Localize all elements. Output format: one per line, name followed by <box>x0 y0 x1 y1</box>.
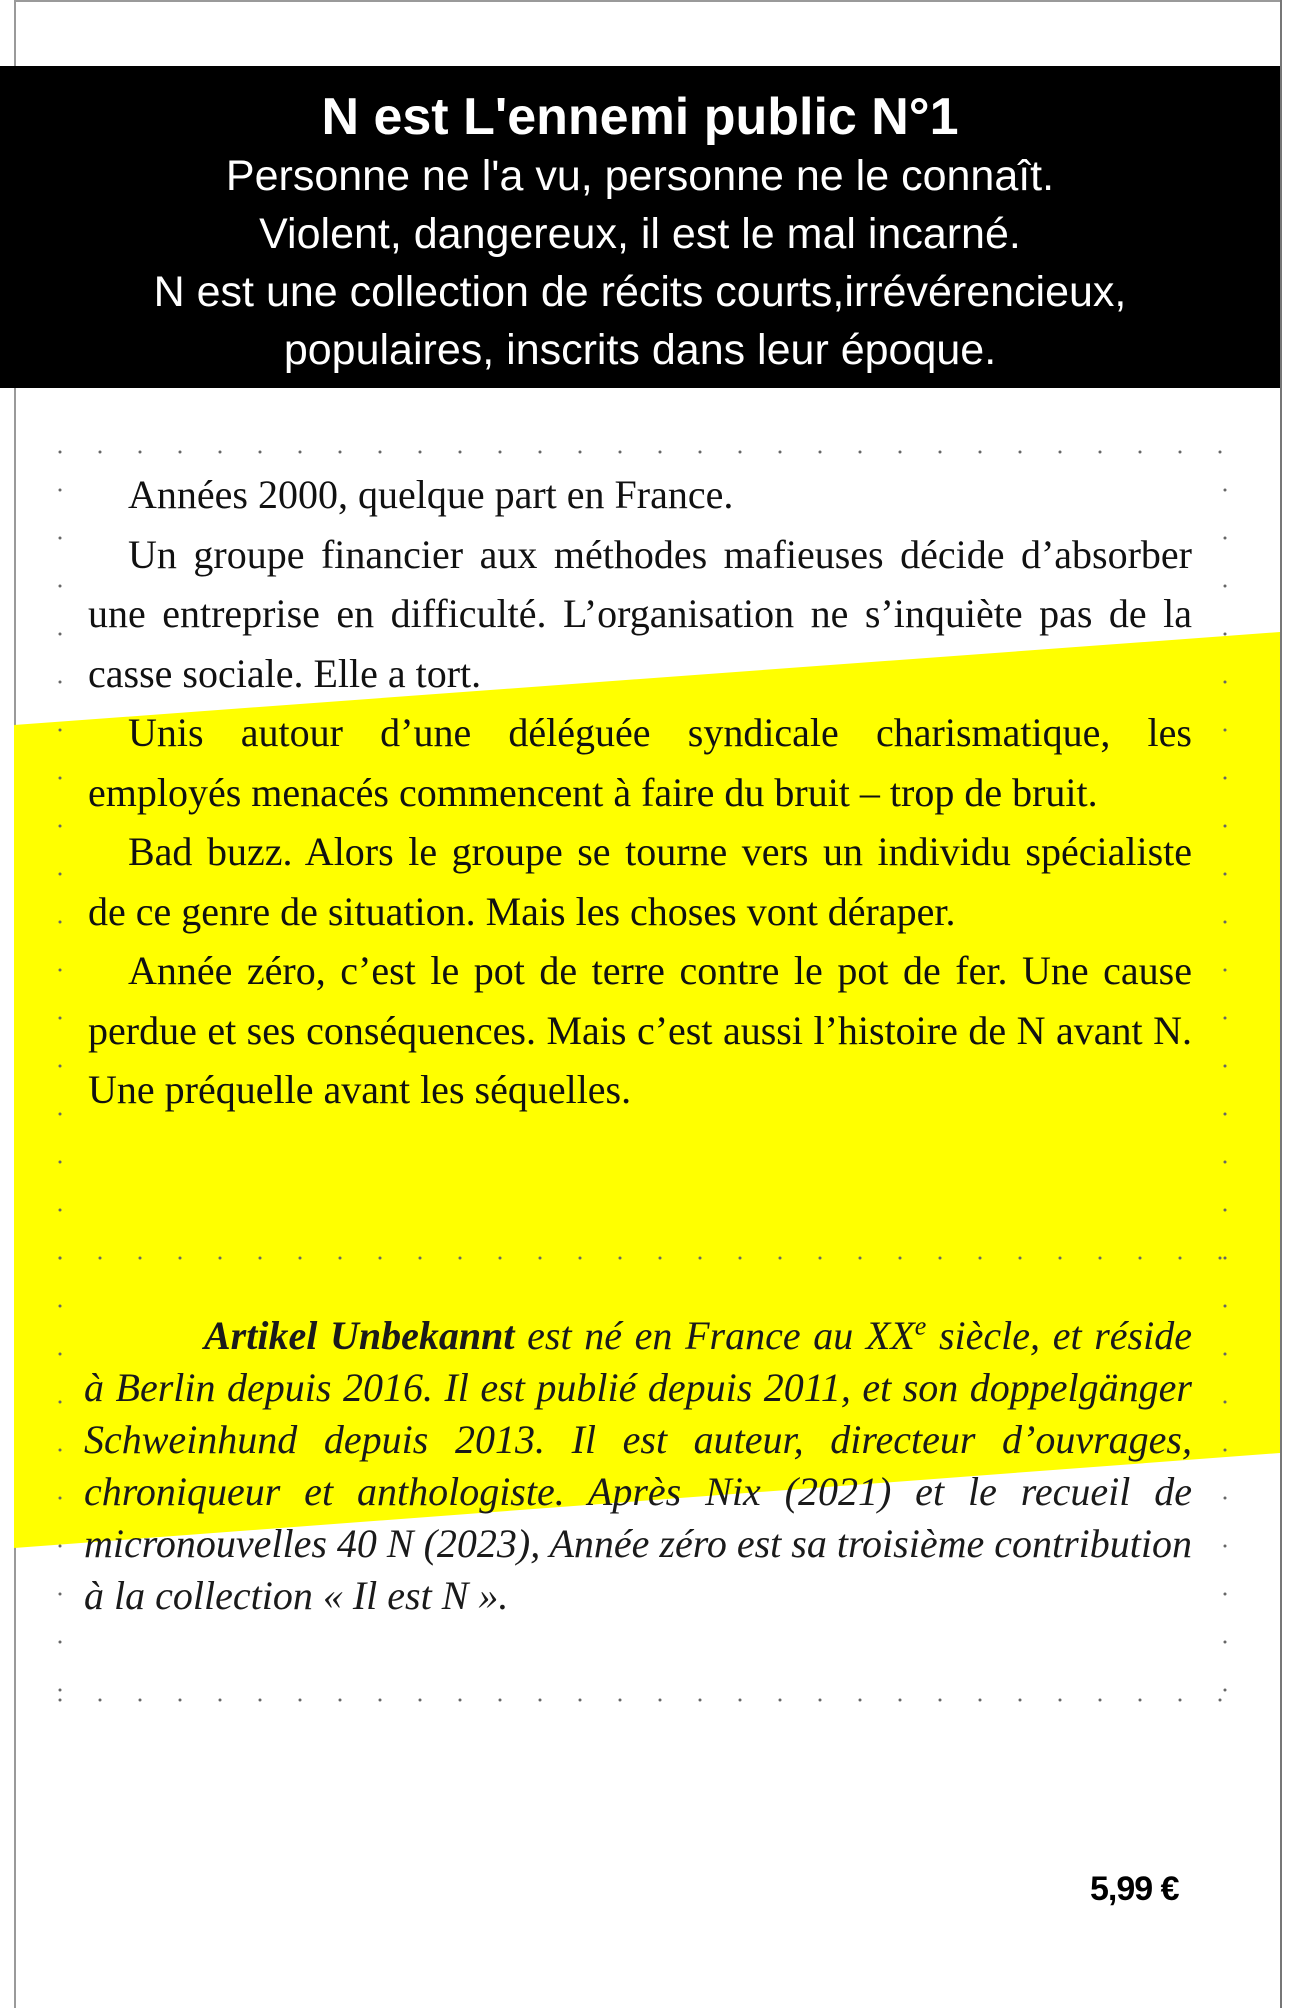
frame-dot <box>99 1257 102 1260</box>
frame-dot <box>59 1209 62 1212</box>
header-line: populaires, inscrits dans leur époque. <box>283 326 997 374</box>
frame-dot <box>1224 585 1227 588</box>
frame-dot <box>1059 451 1062 454</box>
frame-dot <box>1099 451 1102 454</box>
frame-dot <box>659 451 662 454</box>
frame-dot <box>59 1065 62 1068</box>
frame-dot <box>499 1257 502 1260</box>
frame-dot <box>459 451 462 454</box>
frame-dot <box>1179 1257 1182 1260</box>
frame-dot <box>59 825 62 828</box>
frame-dot <box>259 1257 262 1260</box>
frame-dot <box>539 451 542 454</box>
frame-dot <box>1139 1257 1142 1260</box>
frame-dot <box>59 777 62 780</box>
frame-dot <box>299 1257 302 1260</box>
frame-dot <box>579 1257 582 1260</box>
frame-dot <box>259 451 262 454</box>
frame-dot <box>59 921 62 924</box>
frame-dot <box>179 1257 182 1260</box>
frame-dot <box>699 1699 702 1702</box>
frame-dot <box>1224 1017 1227 1020</box>
frame-dot <box>59 1353 62 1356</box>
frame-dot <box>1179 1699 1182 1702</box>
header-title: N est L'ennemi public N°1 <box>321 88 959 146</box>
frame-dot <box>899 451 902 454</box>
bio-text: est né en France au XX <box>514 1313 915 1358</box>
frame-dot <box>59 1401 62 1404</box>
frame-dot <box>579 1699 582 1702</box>
frame-dot <box>339 1699 342 1702</box>
frame-dot <box>899 1257 902 1260</box>
frame-dot <box>139 451 142 454</box>
frame-dot <box>779 451 782 454</box>
frame-dot <box>1224 1353 1227 1356</box>
frame-dot <box>59 537 62 540</box>
frame-dot <box>1139 1699 1142 1702</box>
frame-dot <box>59 1017 62 1020</box>
frame-dot <box>59 1449 62 1452</box>
frame-dot <box>539 1257 542 1260</box>
frame-dot <box>659 1257 662 1260</box>
frame-dot <box>59 1113 62 1116</box>
frame-dot <box>459 1699 462 1702</box>
frame-dot <box>939 1257 942 1260</box>
header-line: Personne ne l'a vu, personne ne le connaît. <box>225 152 1055 200</box>
frame-dot <box>1224 825 1227 828</box>
frame-dot <box>1224 1545 1227 1548</box>
frame-dot <box>259 1699 262 1702</box>
frame-dot <box>379 451 382 454</box>
frame-dot <box>979 451 982 454</box>
bio-superscript: e <box>914 1311 927 1341</box>
frame-dot <box>779 1699 782 1702</box>
frame-dot <box>1224 1641 1227 1644</box>
frame-dot <box>659 1699 662 1702</box>
frame-dot <box>379 1257 382 1260</box>
frame-dot <box>179 451 182 454</box>
frame-dot <box>59 681 62 684</box>
frame-dot <box>499 451 502 454</box>
frame-dot <box>1059 1699 1062 1702</box>
frame-dot <box>179 1699 182 1702</box>
author-name: Artikel Unbekannt <box>204 1313 515 1358</box>
frame-dot <box>579 451 582 454</box>
header-line: Violent, dangereux, il est le mal incarné. <box>259 210 1021 258</box>
frame-dot <box>299 451 302 454</box>
header-band <box>0 66 1280 388</box>
header-line: N est une collection de récits courts,irrévérencieux, <box>153 268 1127 316</box>
frame-dot <box>1139 451 1142 454</box>
frame-dot <box>819 1699 822 1702</box>
frame-dot <box>819 451 822 454</box>
frame-dot <box>1179 451 1182 454</box>
frame-dot <box>139 1257 142 1260</box>
frame-dot <box>1224 969 1227 972</box>
frame-dot <box>1224 681 1227 684</box>
frame-dot <box>1224 921 1227 924</box>
frame-dot <box>59 1257 62 1260</box>
frame-dot <box>59 633 62 636</box>
frame-dot <box>1224 1305 1227 1308</box>
frame-dot <box>59 969 62 972</box>
frame-dot <box>1019 1699 1022 1702</box>
frame-dot <box>779 1257 782 1260</box>
bio-text: siècle, et réside à Berlin depuis 2016. Il est publié depuis 2011, et son doppelgänger Schweinhund depuis 2013. Il est auteur, directeur d’ouvrages, chroniqueur et anthologiste. Après Nix (2021) et le recueil de micronouvelles 40 N (2023), Année zéro est sa troisième contribution à la collection « Il est N ». <box>84 1313 1192 1618</box>
frame-dot <box>419 1699 422 1702</box>
frame-dot <box>739 1257 742 1260</box>
frame-dot <box>619 451 622 454</box>
frame-dot <box>1224 1449 1227 1452</box>
frame-dot <box>859 1699 862 1702</box>
frame-dot <box>219 1257 222 1260</box>
frame-dot <box>539 1699 542 1702</box>
frame-dot <box>419 451 422 454</box>
frame-dot <box>619 1257 622 1260</box>
frame-dot <box>139 1699 142 1702</box>
frame-dot <box>59 1545 62 1548</box>
price-label: 5,99 € <box>1090 1870 1179 1908</box>
frame-dot <box>1224 537 1227 540</box>
synopsis-paragraph: Années 2000, quelque part en France. <box>128 472 734 517</box>
frame-dot <box>1224 1401 1227 1404</box>
frame-dot <box>979 1699 982 1702</box>
frame-dot <box>1019 1257 1022 1260</box>
frame-dot <box>619 1699 622 1702</box>
frame-dot <box>859 1257 862 1260</box>
synopsis-paragraph: Unis autour d’une déléguée syndicale charismatique, les employés menacés commencent à faire du bruit – trop de bruit. <box>88 710 1192 815</box>
frame-dot <box>59 873 62 876</box>
frame-dot <box>939 451 942 454</box>
frame-dot <box>1099 1699 1102 1702</box>
frame-dot <box>59 1689 62 1692</box>
frame-dot <box>59 451 62 454</box>
frame-dot <box>339 451 342 454</box>
frame-dot <box>1224 489 1227 492</box>
frame-dot <box>499 1699 502 1702</box>
frame-dot <box>699 451 702 454</box>
frame-dot <box>1224 1209 1227 1212</box>
frame-dot <box>1224 1593 1227 1596</box>
frame-dot <box>59 1161 62 1164</box>
synopsis-paragraph: Année zéro, c’est le pot de terre contre le pot de fer. Une cause perdue et ses conséquences. Mais c’est aussi l’histoire de N avant N. Une préquelle avant les séquelles. <box>88 948 1192 1112</box>
frame-dot <box>979 1257 982 1260</box>
frame-dot <box>59 489 62 492</box>
frame-dot <box>219 1699 222 1702</box>
synopsis-paragraph: Un groupe financier aux méthodes mafieuses décide d’absorber une entreprise en difficulté. L’organisation ne s’inquiète pas de la casse sociale. Elle a tort. <box>88 531 1192 696</box>
frame-dot <box>59 1593 62 1596</box>
frame-dot <box>1224 873 1227 876</box>
frame-dot <box>1224 729 1227 732</box>
frame-dot <box>1224 1257 1227 1260</box>
frame-dot <box>219 451 222 454</box>
frame-dot <box>819 1257 822 1260</box>
frame-dot <box>1224 1113 1227 1116</box>
frame-dot <box>99 1699 102 1702</box>
frame-dot <box>59 1305 62 1308</box>
frame-dot <box>59 585 62 588</box>
synopsis <box>88 465 1192 1120</box>
frame-dot <box>59 1641 62 1644</box>
frame-dot <box>59 1699 62 1702</box>
frame-dot <box>899 1699 902 1702</box>
frame-dot <box>1219 1699 1222 1702</box>
frame-dot <box>1059 1257 1062 1260</box>
frame-dot <box>1219 1257 1222 1260</box>
frame-dot <box>1224 1161 1227 1164</box>
frame-dot <box>419 1257 422 1260</box>
frame-dot <box>59 1497 62 1500</box>
frame-dot <box>939 1699 942 1702</box>
frame-dot <box>1224 1689 1227 1692</box>
frame-dot <box>1224 633 1227 636</box>
frame-dot <box>1224 1065 1227 1068</box>
synopsis-paragraph: Bad buzz. Alors le groupe se tourne vers un individu spécialiste de ce genre de situation. Mais les choses vont déraper. <box>88 829 1192 934</box>
frame-dot <box>1099 1257 1102 1260</box>
frame-dot <box>1224 1497 1227 1500</box>
frame-dot <box>1219 451 1222 454</box>
frame-dot <box>1019 451 1022 454</box>
author-bio <box>84 1310 1192 1622</box>
frame-dot <box>299 1699 302 1702</box>
frame-dot <box>459 1257 462 1260</box>
frame-dot <box>379 1699 382 1702</box>
frame-dot <box>859 451 862 454</box>
frame-dot <box>699 1257 702 1260</box>
frame-dot <box>1224 777 1227 780</box>
frame-dot <box>339 1257 342 1260</box>
frame-dot <box>99 451 102 454</box>
frame-dot <box>739 1699 742 1702</box>
frame-dot <box>59 729 62 732</box>
frame-dot <box>739 451 742 454</box>
